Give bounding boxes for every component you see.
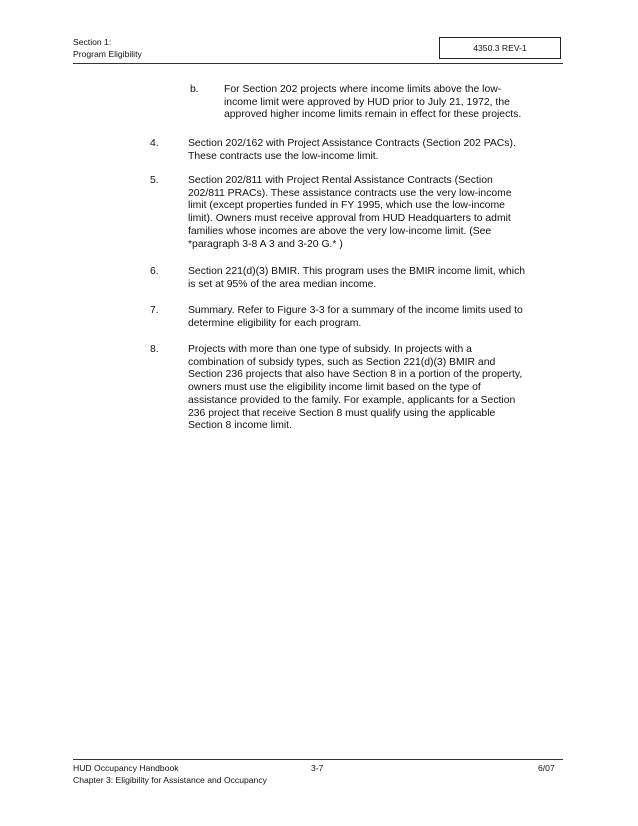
text-line: Section 221(d)(3) BMIR. This program uses the BMIR income limit, which xyxy=(188,266,526,277)
footer-chapter: Chapter 3: Eligibility for Assistance and Occupancy xyxy=(73,775,267,785)
document-number-box xyxy=(439,37,561,59)
item-marker-6: 6. xyxy=(150,266,159,277)
text-line: *paragraph 3-8 A 3 and 3-20 G.* ) xyxy=(188,238,343,250)
document-number: 4350.3 REV-1 xyxy=(473,43,527,53)
text-line: approved higher income limits remain in effect for these projects. xyxy=(224,109,522,121)
item-b-text xyxy=(224,84,521,122)
item-6-text xyxy=(188,266,525,291)
text-line: income limit were approved by HUD prior to July 21, 1972, the xyxy=(224,96,510,108)
text-line: is set at 95% of the area median income. xyxy=(188,278,377,290)
section-subtitle: Program Eligibility xyxy=(73,49,142,59)
footer-handbook: HUD Occupancy Handbook xyxy=(73,763,179,773)
text-line: limit (except properties funded in FY 1995, which use the low-income xyxy=(188,200,505,212)
text-line: 202/811 PRACs). These assistance contracts use the very low-income xyxy=(188,187,512,199)
text-line: Section 202/162 with Project Assistance Contracts (Section 202 PACs). xyxy=(188,138,516,149)
section-label: Section 1: xyxy=(73,37,112,47)
text-line: Section 236 projects that also have Section 8 in a portion of the property, xyxy=(188,369,523,381)
text-line: limit). Owners must receive approval from HUD Headquarters to admit xyxy=(188,213,511,225)
running-header xyxy=(73,36,142,60)
text-line: Section 8 income limit. xyxy=(188,420,292,432)
item-marker-5: 5. xyxy=(150,175,159,186)
item-4-text xyxy=(188,138,516,163)
item-marker-7: 7. xyxy=(150,305,159,316)
text-line: These contracts use the low-income limit. xyxy=(188,150,379,162)
text-line: 236 project that receive Section 8 must qualify using the applicable xyxy=(188,407,496,419)
text-line: combination of subsidy types, such as Section 221(d)(3) BMIR and xyxy=(188,356,496,368)
item-7-text xyxy=(188,305,523,330)
footer-date: 6/07 xyxy=(538,763,555,773)
item-marker-4: 4. xyxy=(150,138,159,149)
item-marker-b: b. xyxy=(190,84,199,95)
item-8-text xyxy=(188,344,522,433)
header-rule xyxy=(73,63,563,64)
text-line: owners must use the eligibility income limit based on the type of xyxy=(188,382,481,394)
item-marker-8: 8. xyxy=(150,344,159,355)
text-line: Section 202/811 with Project Rental Assistance Contracts (Section xyxy=(188,175,493,186)
item-5-text xyxy=(188,175,512,251)
text-line: determine eligibility for each program. xyxy=(188,317,362,329)
text-line: Projects with more than one type of subsidy. In projects with a xyxy=(188,344,472,355)
text-line: assistance provided to the family. For example, applicants for a Section xyxy=(188,394,516,406)
footer-rule xyxy=(73,759,563,760)
footer-page-number: 3-7 xyxy=(311,763,324,773)
text-line: Summary. Refer to Figure 3-3 for a summary of the income limits used to xyxy=(188,305,523,316)
text-line: families whose incomes are above the very low-income limit. (See xyxy=(188,225,492,237)
text-line: For Section 202 projects where income limits above the low- xyxy=(224,84,502,95)
